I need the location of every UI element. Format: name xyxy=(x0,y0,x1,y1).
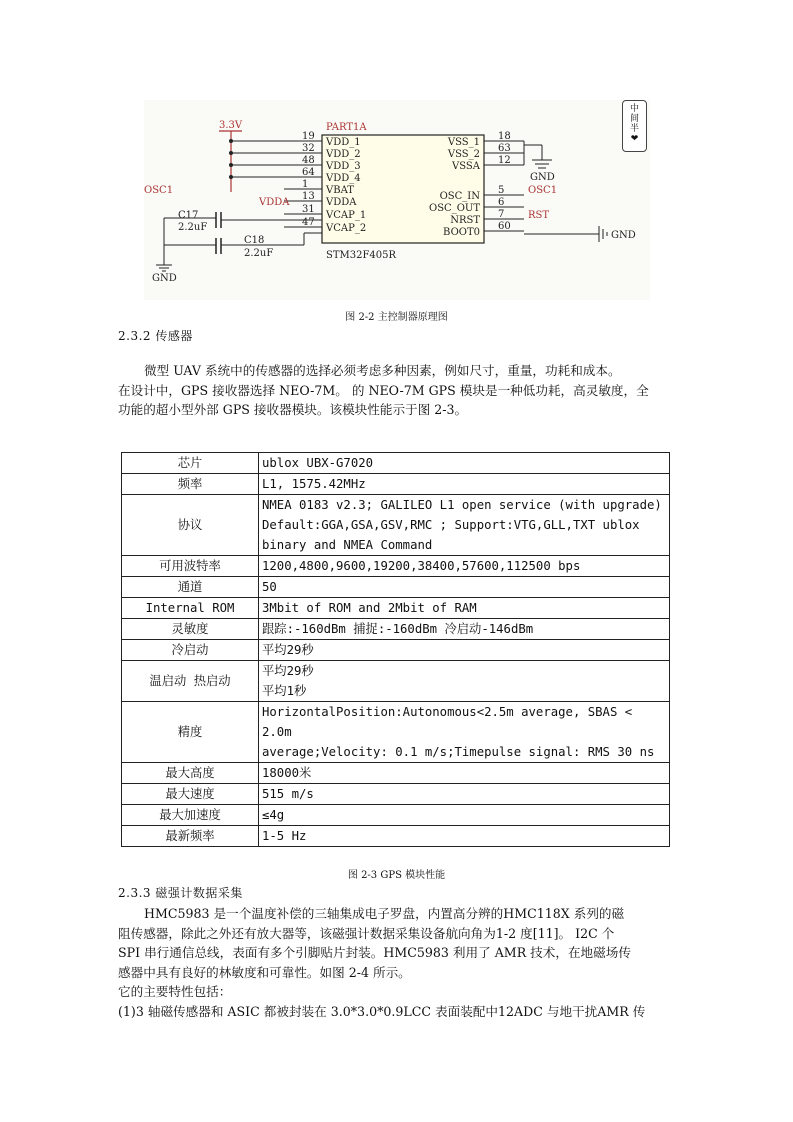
spec-value-line: 平均1秒 xyxy=(262,684,307,698)
pin-number: 31 xyxy=(302,204,315,215)
table-row xyxy=(122,598,670,619)
spec-label: 最新频率 xyxy=(122,826,259,847)
pin-number: 32 xyxy=(302,143,315,154)
spec-label: 最大加速度 xyxy=(122,805,259,826)
spec-label: 可用波特率 xyxy=(122,556,259,577)
spec-value-line: binary and NMEA Command xyxy=(262,538,433,552)
gnd-label: GND xyxy=(152,273,177,284)
spec-value xyxy=(259,474,670,495)
side-tag-char: 间 xyxy=(629,114,639,124)
pin-name: VDDA xyxy=(326,197,357,208)
spec-label: 精度 xyxy=(122,702,259,763)
spec-value xyxy=(259,763,670,784)
spec-value xyxy=(259,784,670,805)
side-tag-char: 半 xyxy=(629,124,639,134)
table-row xyxy=(122,826,670,847)
pin-number: 5 xyxy=(498,185,505,196)
para-line: 在设计中，GPS 接收器选择 NEO-7M。 的 NEO-7M GPS 模块是一种低功耗，高灵敏度，全 xyxy=(118,382,649,398)
power-label: 3.3V xyxy=(219,120,243,131)
pin-name: VDD_1 xyxy=(326,137,361,148)
pin-number: 47 xyxy=(302,217,315,228)
pin-name: VDD_3 xyxy=(326,161,361,172)
pin-name: BOOT0 xyxy=(443,227,480,238)
pin-name: OSC_IN xyxy=(439,191,480,202)
spec-value-line: L1, 1575.42MHz xyxy=(262,477,366,491)
spec-value xyxy=(259,805,670,826)
spec-label: 灵敏度 xyxy=(122,619,259,640)
spec-label: 通道 xyxy=(122,577,259,598)
pin-name: NRST xyxy=(450,215,480,226)
schematic-figure xyxy=(144,100,650,300)
osc-left-label: OSC1 xyxy=(144,185,174,196)
table-row xyxy=(122,661,670,702)
figure-caption-2-2: 图 2-2 主控制器原理图 xyxy=(345,312,448,323)
part-name: PART1A xyxy=(326,122,367,133)
spec-value-line: 1200,4800,9600,19200,38400,57600,112500 bps xyxy=(262,559,581,573)
table-row xyxy=(122,474,670,495)
rst-label: RST xyxy=(528,210,550,221)
spec-value-line: 515 m/s xyxy=(262,787,314,801)
spec-value-line: ublox UBX-G7020 xyxy=(262,456,374,470)
gps-spec-table xyxy=(121,452,670,847)
figure-caption-2-3: 图 2-3 GPS 模块性能 xyxy=(347,870,446,881)
spec-label: 温启动 热启动 xyxy=(122,661,259,702)
paragraph-gps xyxy=(118,361,678,420)
pin-name: VSSA xyxy=(452,161,480,172)
spec-value-line: Default:GGA,GSA,GSV,RMC ; Support:VTG,GLL,TXT ublox xyxy=(262,518,640,532)
para-line: 它的主要特性包括： xyxy=(118,984,232,999)
pin-name: VCAP_1 xyxy=(326,210,367,221)
table-row xyxy=(122,619,670,640)
spec-value-line: HorizontalPosition:Autonomous<2.5m average, SBAS < 2.0m xyxy=(262,705,633,739)
table-row xyxy=(122,702,670,763)
para-line: 微型 UAV 系统中的传感器的选择必须考虑多种因素，例如尺寸，重量，功耗和成本。 xyxy=(144,363,621,378)
spec-value xyxy=(259,619,670,640)
pin-number: 19 xyxy=(302,131,315,142)
spec-value-line: 平均29秒 xyxy=(262,643,314,657)
spec-value-line: NMEA 0183 v2.3; GALILEO L1 open service (with upgrade) xyxy=(262,498,662,512)
spec-label: 频率 xyxy=(122,474,259,495)
c17-label: C17 xyxy=(178,210,199,221)
pin-number: 18 xyxy=(498,131,511,142)
heart-icon: ❤ xyxy=(630,134,639,144)
spec-value xyxy=(259,495,670,556)
spec-value-line: 3Mbit of ROM and 2Mbit of RAM xyxy=(262,601,477,615)
c18-value: 2.2uF xyxy=(244,248,274,259)
para-line: 阻传感器，除此之外还有放大器等，该磁强计数据采集设备航向角为1-2 度[11]。 I2C 个 xyxy=(118,925,615,941)
pin-name: VBAT xyxy=(326,185,354,196)
spec-label: Internal ROM xyxy=(122,598,259,619)
gnd-right-label: GND xyxy=(530,172,555,183)
para-line: (1)3 轴磁传感器和 ASIC 都被封装在 3.0*3.0*0.9LCC 表面装配中12ADC 与地干扰AMR 传 xyxy=(118,1003,646,1019)
pin-name: VSS_2 xyxy=(447,149,480,160)
para-line: 功能的超小型外部 GPS 接收器模块。该模块性能示于图 2-3。 xyxy=(118,402,468,417)
table-row xyxy=(122,763,670,784)
pin-number: 7 xyxy=(498,209,505,220)
spec-value xyxy=(259,640,670,661)
spec-value xyxy=(259,577,670,598)
section-heading-2-3-3: 2.3.3 磁强计数据采集 xyxy=(118,886,243,900)
pin-number: 13 xyxy=(302,191,315,202)
spec-value xyxy=(259,702,670,763)
side-tag[interactable] xyxy=(622,100,647,152)
spec-value-line: 18000米 xyxy=(262,766,312,780)
section-heading-2-3-2: 2.3.2 传感器 xyxy=(118,329,193,343)
pin-name: VDD_2 xyxy=(326,149,361,160)
junction-dot xyxy=(229,139,233,143)
spec-label: 冷启动 xyxy=(122,640,259,661)
spec-value-line: 50 xyxy=(262,580,277,594)
pin-number: 6 xyxy=(498,197,505,208)
pin-name: VCAP_2 xyxy=(326,223,367,234)
c18-label: C18 xyxy=(244,235,265,246)
pin-number: 64 xyxy=(302,167,315,178)
spec-value xyxy=(259,661,670,702)
spec-value-line: 平均29秒 xyxy=(262,664,314,678)
spec-value-line: average;Velocity: 0.1 m/s;Timepulse signal: RMS 30 ns xyxy=(262,745,655,759)
para-line: HMC5983 是一个温度补偿的三轴集成电子罗盘，内置高分辨的HMC118X 系列的磁 xyxy=(144,906,625,921)
spec-value xyxy=(259,598,670,619)
spec-value-line: ≤4g xyxy=(262,808,285,822)
pin-number: 48 xyxy=(302,155,315,166)
pin-number: 60 xyxy=(498,221,511,232)
para-line: 感器中具有良好的林敏度和可靠性。如图 2-4 所示。 xyxy=(118,964,411,980)
vdda-label: VDDA xyxy=(259,197,290,208)
osc-right-label: OSC1 xyxy=(528,185,558,196)
side-tag-char: 中 xyxy=(629,104,639,114)
pin-number: 1 xyxy=(302,179,309,190)
table-row xyxy=(122,495,670,556)
spec-value-line: 跟踪:-160dBm 捕捉:-160dBm 冷启动-146dBm xyxy=(262,622,534,636)
spec-label: 协议 xyxy=(122,495,259,556)
spec-label: 芯片 xyxy=(122,453,259,474)
table-row xyxy=(122,784,670,805)
junction-dot xyxy=(229,151,233,155)
table-row xyxy=(122,805,670,826)
spec-value xyxy=(259,453,670,474)
table-row xyxy=(122,453,670,474)
table-row xyxy=(122,640,670,661)
c17-value: 2.2uF xyxy=(178,222,208,233)
pin-name: VDD_4 xyxy=(326,173,361,184)
pin-number: 63 xyxy=(498,143,511,154)
spec-value-line: 1-5 Hz xyxy=(262,829,307,843)
para-line: SPI 串行通信总线，表面有多个引脚贴片封装。HMC5983 利用了 AMR 技术，在地磁场传 xyxy=(118,945,631,960)
gnd-boot-label: GND xyxy=(611,230,636,241)
table-row xyxy=(122,577,670,598)
chip-name: STM32F405R xyxy=(326,250,397,261)
pin-number: 12 xyxy=(498,155,511,166)
spec-label: 最大速度 xyxy=(122,784,259,805)
spec-label: 最大高度 xyxy=(122,763,259,784)
spec-value xyxy=(259,556,670,577)
spec-value xyxy=(259,826,670,847)
junction-dot xyxy=(229,175,233,179)
pin-name: OSC_OUT xyxy=(429,203,480,214)
table-row xyxy=(122,556,670,577)
paragraph-magnetometer xyxy=(118,904,678,1021)
pin-name: VSS_1 xyxy=(447,137,480,148)
junction-dot xyxy=(229,163,233,167)
